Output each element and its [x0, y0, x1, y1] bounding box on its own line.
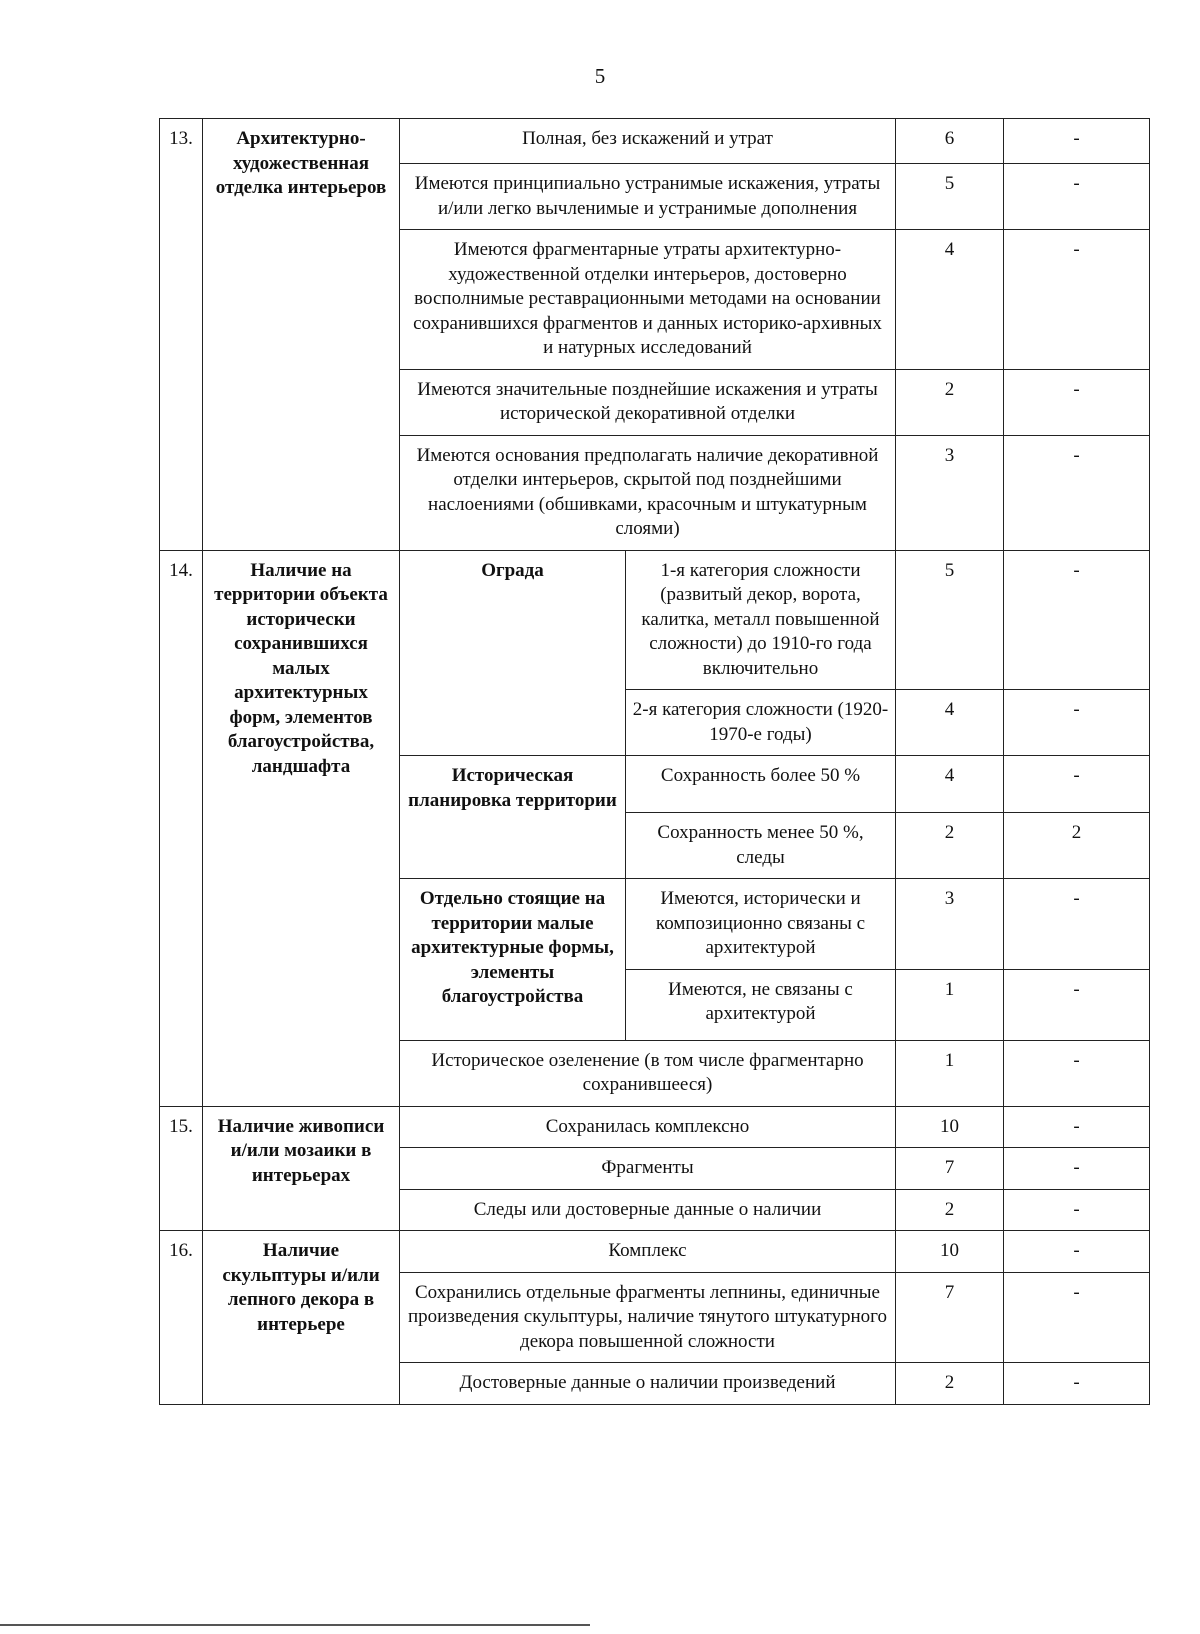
extra-cell: - [1004, 1106, 1150, 1148]
row-number: 15. [160, 1106, 203, 1231]
extra-cell: - [1004, 1272, 1150, 1363]
page-number: 5 [594, 64, 606, 88]
table-row [160, 550, 1150, 690]
bottom-divider [0, 1624, 590, 1626]
score-cell: 6 [896, 119, 1004, 164]
score-cell: 5 [896, 164, 1004, 230]
extra-cell: - [1004, 969, 1150, 1040]
extra-cell: - [1004, 1040, 1150, 1106]
condition-text: Фрагменты [400, 1148, 896, 1190]
condition-text: Сохранность более 50 % [626, 756, 896, 813]
condition-text: Комплекс [400, 1231, 896, 1273]
table-row [160, 1231, 1150, 1273]
score-cell: 3 [896, 435, 1004, 550]
extra-cell: - [1004, 690, 1150, 756]
condition-text: Сохранились отдельные фрагменты лепнины, единичные произведения скульптуры, наличие тянутого штукатурного декора повышенной сложности [400, 1272, 896, 1363]
condition-text: Имеются основания предполагать наличие декоративной отделки интерьеров, скрытой под позднейшими наслоениями (обшивками, красочным и штукатурным слоями) [400, 435, 896, 550]
extra-cell: - [1004, 879, 1150, 970]
score-cell: 2 [896, 1363, 1004, 1405]
criterion-title: Архитектурно-художественная отделка интерьеров [203, 119, 400, 551]
condition-text: Достоверные данные о наличии произведений [400, 1363, 896, 1405]
score-cell: 7 [896, 1148, 1004, 1190]
criterion-title: Наличие живописи и/или мозаики в интерьерах [203, 1106, 400, 1231]
extra-cell: - [1004, 1363, 1150, 1405]
condition-text: Сохранность менее 50 %, следы [626, 813, 896, 879]
condition-text: Имеются принципиально устранимые искажения, утраты и/или легко вычленимые и устранимые дополнения [400, 164, 896, 230]
table-row [160, 1106, 1150, 1148]
score-cell: 4 [896, 756, 1004, 813]
score-cell: 4 [896, 230, 1004, 370]
extra-cell: - [1004, 1189, 1150, 1231]
score-cell: 2 [896, 1189, 1004, 1231]
condition-text: Полная, без искажений и утрат [400, 119, 896, 164]
score-cell: 2 [896, 369, 1004, 435]
criterion-title: Наличие на территории объекта исторически сохранившихся малых архитектурных форм, элементов благоустройства, ландшафта [203, 550, 400, 1106]
condition-text: Имеются, исторически и композиционно связаны с архитектурой [626, 879, 896, 970]
extra-cell: - [1004, 1148, 1150, 1190]
score-cell: 1 [896, 1040, 1004, 1106]
criterion-title: Наличие скульптуры и/или лепного декора в интерьере [203, 1231, 400, 1405]
score-cell: 1 [896, 969, 1004, 1040]
row-number: 16. [160, 1231, 203, 1405]
score-cell: 2 [896, 813, 1004, 879]
extra-cell: - [1004, 1231, 1150, 1273]
condition-text: 1-я категория сложности (развитый декор, ворота, калитка, металл повышенной сложности) до 1910-го года включительно [626, 550, 896, 690]
criteria-table [159, 118, 1150, 1405]
score-cell: 10 [896, 1231, 1004, 1273]
condition-text: Историческое озеленение (в том числе фрагментарно сохранившееся) [400, 1040, 896, 1106]
condition-text: Следы или достоверные данные о наличии [400, 1189, 896, 1231]
score-cell: 4 [896, 690, 1004, 756]
condition-text: Имеются значительные позднейшие искажения и утраты исторической декоративной отделки [400, 369, 896, 435]
extra-cell: - [1004, 119, 1150, 164]
score-cell: 7 [896, 1272, 1004, 1363]
condition-text: 2-я категория сложности (1920-1970-е годы) [626, 690, 896, 756]
extra-cell: - [1004, 164, 1150, 230]
subcategory-title: Отдельно стоящие на территории малые архитектурные формы, элементы благоустройства [400, 879, 626, 1041]
row-number: 14. [160, 550, 203, 1106]
score-cell: 3 [896, 879, 1004, 970]
table-row [160, 119, 1150, 164]
condition-text: Имеются, не связаны с архитектурой [626, 969, 896, 1040]
extra-cell: - [1004, 230, 1150, 370]
extra-cell: 2 [1004, 813, 1150, 879]
extra-cell: - [1004, 756, 1150, 813]
extra-cell: - [1004, 550, 1150, 690]
condition-text: Сохранилась комплексно [400, 1106, 896, 1148]
extra-cell: - [1004, 435, 1150, 550]
subcategory-title: Историческая планировка территории [400, 756, 626, 879]
score-cell: 10 [896, 1106, 1004, 1148]
extra-cell: - [1004, 369, 1150, 435]
condition-text: Имеются фрагментарные утраты архитектурно-художественной отделки интерьеров, достоверно восполнимые реставрационными методами на основании сохранившихся фрагментов и данных историко-архивных и натурных исследований [400, 230, 896, 370]
row-number: 13. [160, 119, 203, 551]
score-cell: 5 [896, 550, 1004, 690]
subcategory-title: Ограда [400, 550, 626, 756]
